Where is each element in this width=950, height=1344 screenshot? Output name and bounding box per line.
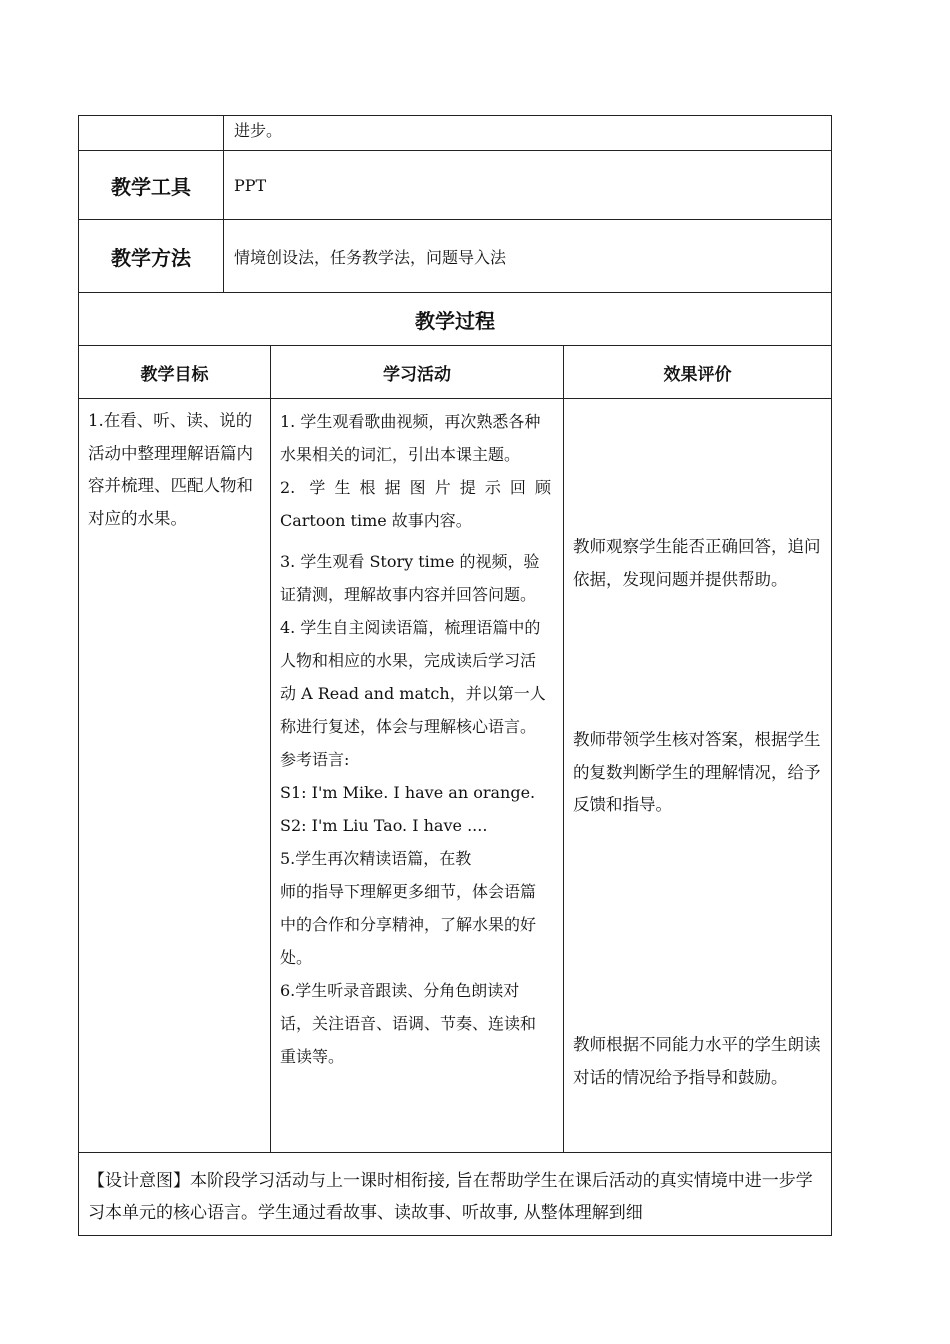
methods-row — [79, 220, 832, 293]
tools-row — [79, 151, 832, 220]
info-table — [78, 115, 832, 293]
activity-1: 1. 学生观看歌曲视频，再次熟悉各种水果相关的词汇，引出本课主题。 — [280, 412, 541, 464]
lesson-plan-page — [78, 115, 831, 1236]
activity-4-s1: S1: I'm Mike. I have an orange. — [280, 783, 536, 802]
header-activity: 学习活动 — [271, 346, 564, 399]
evaluation-3: 教师根据不同能力水平的学生朗读对话的情况给予指导和鼓励。 — [573, 1035, 821, 1087]
process-table — [78, 292, 832, 1236]
methods-label: 教学方法 — [79, 220, 224, 293]
continuation-text: 进步。 — [224, 116, 832, 151]
evaluation-2: 教师带领学生核对答案，根据学生的复数判断学生的理解情况，给予反馈和指导。 — [573, 730, 821, 814]
activity-2: 2. 学生根据图片提示回顾 — [280, 478, 551, 497]
process-content-row — [79, 399, 832, 1153]
design-intent-row — [79, 1153, 832, 1236]
evaluation-cell — [564, 399, 832, 1153]
activity-5-cont: 师的指导下理解更多细节，体会语篇中的合作和分享精神，了解水果的好处。 — [280, 882, 537, 967]
design-intent: 【设计意图】本阶段学习活动与上一课时相衔接, 旨在帮助学生在课后活动的真实情境中进一步学习本单元的核心语言。学生通过看故事、读故事、听故事, 从整体理解到细 — [88, 1171, 813, 1223]
tools-value: PPT — [224, 151, 832, 220]
process-header-row — [79, 346, 832, 399]
activity-3: 3. 学生观看 Story time 的视频，验证猜测，理解故事内容并回答问题。 — [280, 552, 540, 604]
tools-label: 教学工具 — [79, 151, 224, 220]
objective-cell — [79, 399, 271, 1153]
header-evaluation: 效果评价 — [564, 346, 832, 399]
header-objective: 教学目标 — [79, 346, 271, 399]
methods-value: 情境创设法，任务教学法，问题导入法 — [224, 220, 832, 293]
activity-6: 6.学生听录音跟读、分角色朗读对话，关注语音、语调、节奏、连读和重读等。 — [280, 981, 537, 1066]
activity-cell — [271, 399, 564, 1153]
process-title: 教学过程 — [79, 293, 832, 346]
activity-4: 4. 学生自主阅读语篇，梳理语篇中的人物和相应的水果，完成读后学习活动 A Read and match，并以第一人称进行复述，体会与理解核心语言。参考语言: — [280, 618, 546, 769]
activity-2-cont: Cartoon time 故事内容。 — [280, 511, 472, 530]
objective-text: 1.在看、听、读、说的活动中整理理解语篇内容并梳理、匹配人物和对应的水果。 — [88, 411, 253, 528]
activity-4-s2: S2: I'm Liu Tao. I have .... — [280, 816, 488, 835]
continuation-row — [79, 116, 832, 151]
activity-5: 5.学生再次精读语篇，在教 — [280, 849, 472, 868]
evaluation-1: 教师观察学生能否正确回答，追问依据，发现问题并提供帮助。 — [573, 537, 821, 589]
process-title-row — [79, 293, 832, 346]
